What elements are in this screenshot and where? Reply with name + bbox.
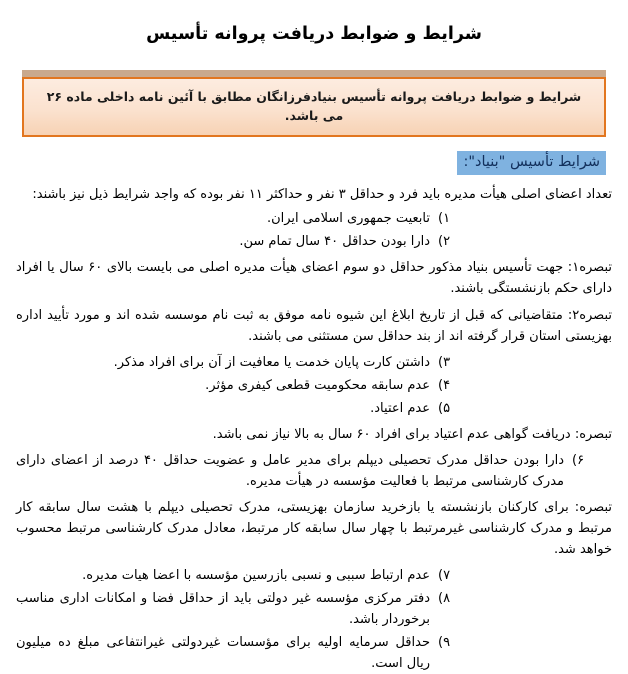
list-item [16,565,612,586]
list-item-number: ۳) [438,354,451,370]
list-item-text: عدم اعتیاد. [370,400,430,416]
list-item-number: ۶) [572,452,585,468]
list-item-number: ۹) [438,635,451,651]
section-subheading: شرایط تأسیس "بنیاد": [457,151,606,176]
list-item-text: عدم ارتباط سببی و نسبی بازرسین مؤسسه با اعضا هیات مدیره. [82,568,430,584]
list-item-text: عدم سابقه محکومیت قطعی کیفری مؤثر. [205,377,430,393]
list-item-text: دارا بودن حداقل مدرک تحصیلی دیپلم برای مدیر عامل و عضویت حداقل ۴۰ درصد از اعضای دارای مدرک کارشناسی مرتبط با فعالیت مؤسسه در هیأت مدیره. [16,452,564,489]
list-item-text: دفتر مرکزی مؤسسه غیر دولتی باید از حداقل فضا و امکانات اداری مناسب برخوردار باشد. [16,591,430,628]
list-item-number: ۲) [438,234,451,250]
intro-paragraph: تعداد اعضای اصلی هیأت مدیره باید فرد و حداقل ۳ نفر و حداکثر ۱۱ نفر بوده که واجد شرایط ذیل نیز باشند: [32,187,612,203]
document-body [16,184,612,674]
list-item-number: ۵) [438,400,451,416]
document-page [0,12,628,672]
subheading-row [22,151,606,176]
list-item [16,398,612,419]
note-paragraph-4: تبصره: برای کارکنان بازنشسته یا بازخرید سازمان بهزیستی، مدرک تحصیلی دیپلم با هشت سال سابقه کار مرتبط و مدرک کارشناسی غیرمرتبط با چهار سال سابقه کار مرتبط، معادل مدرک کارشناسی مرتبط محسوب خواهد شد. [16,499,612,557]
note-paragraph-3: تبصره: دریافت گواهی عدم اعتیاد برای افراد ۶۰ سال به بالا نیاز نمی باشد. [212,426,612,442]
list-item [16,450,612,492]
page-title: شرایط و ضوابط دریافت پروانه تأسیس [146,23,482,44]
banner-text: شرایط و ضوابط دریافت پروانه تأسیس بنیادفرزانگان مطابق با آئین نامه داخلی ماده ۲۶ می باشد. [46,89,582,123]
list-item-number: ۱) [438,211,451,227]
list-item-text: دارا بودن حداقل ۴۰ سال تمام سن. [239,234,430,250]
list-item-number: ۸) [438,591,451,607]
list-item-text: تابعیت جمهوری اسلامی ایران. [266,211,430,227]
list-item-text: داشتن کارت پایان خدمت یا معافیت از آن برای افراد مذکر. [113,354,430,370]
list-item-number: ۴) [438,377,451,393]
note-paragraph-1: تبصره۱: جهت تأسیس بنیاد مذکور حداقل دو سوم اعضای هیأت مدیره اصلی می بایست بالای ۶۰ سال یا افراد دارای حکم بازنشستگی باشند. [16,260,612,297]
banner-top-strip [22,70,606,77]
list-item [16,208,612,229]
list-item [16,352,612,373]
list-item-number: ۷) [438,568,451,584]
list-item [16,588,612,630]
list-item [16,231,612,252]
notice-banner [22,70,606,137]
banner-box [22,77,606,137]
conditions-list [16,208,612,674]
note-paragraph-2: تبصره۲: متقاضیانی که قبل از تاریخ ابلاغ این شیوه نامه موفق به ثبت نام موسسه شده اند و مورد تأیید اداره بهزیستی استان قرار گرفته اند از بند حداقل سن مستثنی می باشند. [16,307,612,344]
list-item-text: حداقل سرمایه اولیه برای مؤسسات غیردولتی غیرانتفاعی مبلغ ده میلیون ریال است. [16,635,430,672]
list-item [16,375,612,396]
list-item [16,632,612,674]
